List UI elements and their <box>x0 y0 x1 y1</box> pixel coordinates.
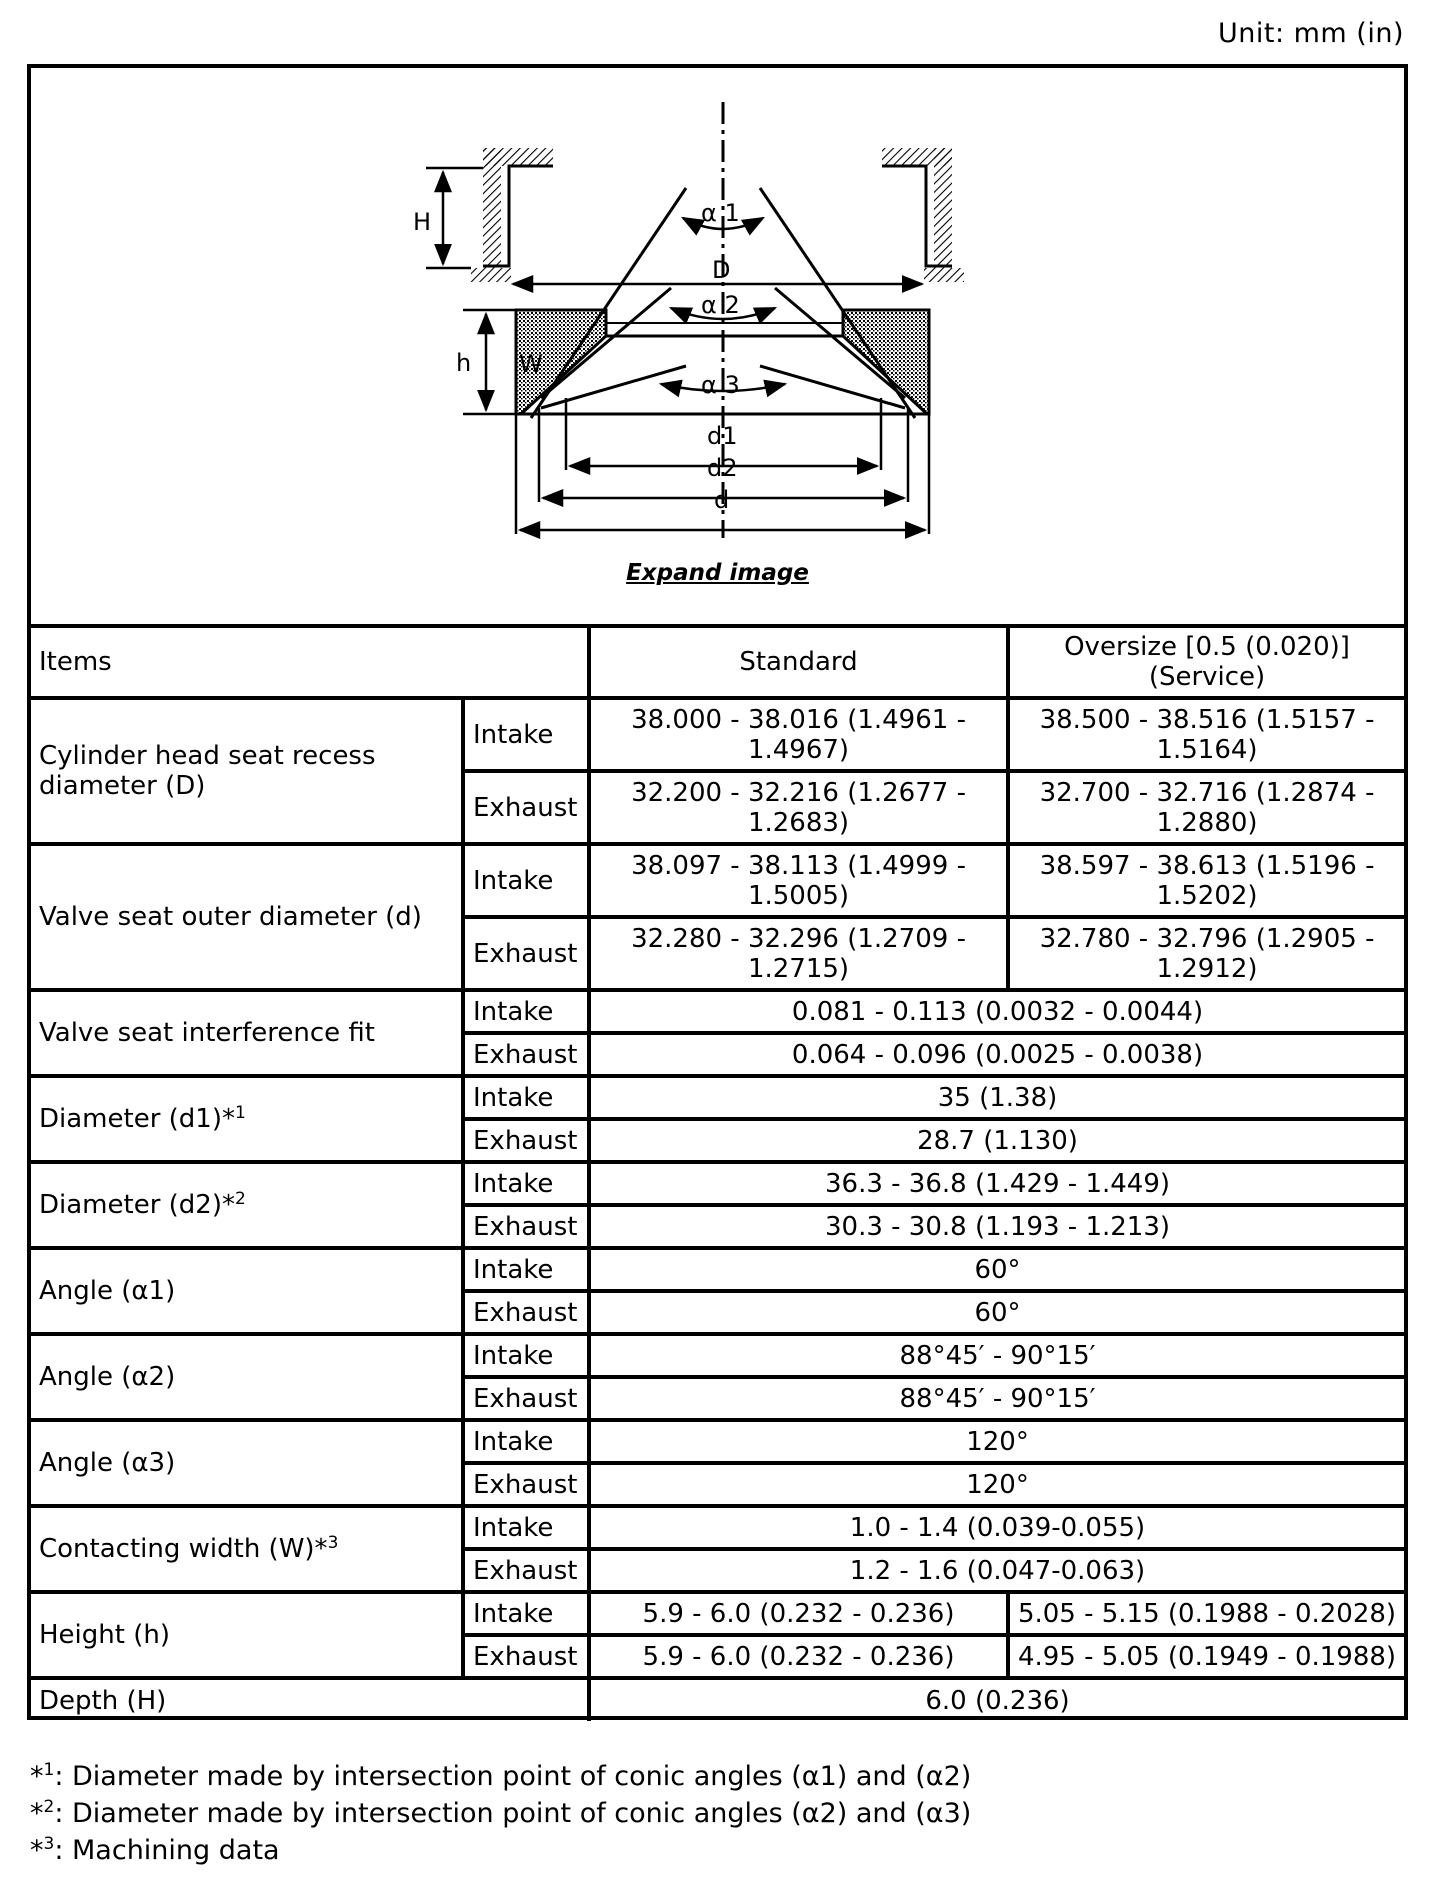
label-alpha1: α 1 <box>701 199 740 227</box>
label-h: h <box>456 349 472 377</box>
header-oversize-line1: Oversize [0.5 (0.020)] <box>1064 632 1350 662</box>
footnote-number: 2 <box>43 1797 55 1817</box>
footnote-star: * <box>30 1761 44 1792</box>
header-standard: Standard <box>589 626 1008 698</box>
label-alpha3: α 3 <box>701 371 740 399</box>
intake-label: Intake <box>463 1420 589 1463</box>
cell-value: 88°45′ - 90°15′ <box>589 1377 1404 1420</box>
table-header-row <box>31 626 1404 698</box>
cell-value: 5.9 - 6.0 (0.232 - 0.236) <box>589 1592 1008 1635</box>
exhaust-label: Exhaust <box>463 1463 589 1506</box>
intake-label: Intake <box>463 1506 589 1549</box>
footnote-1 <box>30 1758 971 1795</box>
intake-label: Intake <box>463 1334 589 1377</box>
dim-H <box>426 168 483 268</box>
cell-value: 0.081 - 0.113 (0.0032 - 0.0044) <box>589 990 1404 1033</box>
exhaust-label: Exhaust <box>463 1033 589 1076</box>
cell-value: 120° <box>589 1463 1404 1506</box>
cell-value: 38.500 - 38.516 (1.5157 - 1.5164) <box>1008 698 1404 771</box>
cell-value: 1.0 - 1.4 (0.039-0.055) <box>589 1506 1404 1549</box>
exhaust-label: Exhaust <box>463 1205 589 1248</box>
row-label-depth: Depth (H) <box>31 1678 589 1721</box>
row-label-a2: Angle (α2) <box>31 1334 463 1420</box>
footnote-text: : Machining data <box>54 1835 280 1866</box>
row-label-a1: Angle (α1) <box>31 1248 463 1334</box>
label-alpha2: α 2 <box>701 291 740 319</box>
cell-value: 38.000 - 38.016 (1.4961 - 1.4967) <box>589 698 1008 771</box>
cell-value: 1.2 - 1.6 (0.047-0.063) <box>589 1549 1404 1592</box>
exhaust-label: Exhaust <box>463 1291 589 1334</box>
footnote-text: : Diameter made by intersection point of conic angles (α1) and (α2) <box>54 1761 972 1792</box>
row-label-vsod: Valve seat outer diameter (d) <box>31 844 463 990</box>
row-label-d2 <box>31 1162 463 1248</box>
intake-label: Intake <box>463 698 589 771</box>
footnote-mark: 2 <box>234 1189 246 1209</box>
row-label-a3: Angle (α3) <box>31 1420 463 1506</box>
cell-value: 0.064 - 0.096 (0.0025 - 0.0038) <box>589 1033 1404 1076</box>
footnote-2 <box>30 1795 971 1832</box>
label-D: D <box>712 256 731 284</box>
footnote-star: * <box>30 1798 44 1829</box>
cell-value: 6.0 (0.236) <box>589 1678 1404 1721</box>
table-row <box>31 1076 1404 1119</box>
footnote-number: 3 <box>43 1834 55 1854</box>
cylinder-head-left <box>471 148 553 282</box>
intake-label: Intake <box>463 1248 589 1291</box>
exhaust-label: Exhaust <box>463 771 589 844</box>
label-d1: d1 <box>707 422 738 450</box>
cell-value: 4.95 - 5.05 (0.1949 - 0.1988) <box>1008 1635 1404 1678</box>
exhaust-label: Exhaust <box>463 1119 589 1162</box>
row-label-d2-text: Diameter (d2)* <box>39 1190 235 1220</box>
table-row <box>31 1334 1404 1377</box>
footnote-mark: 3 <box>327 1533 339 1553</box>
table-row <box>31 990 1404 1033</box>
header-items: Items <box>31 626 589 698</box>
table-row <box>31 1678 1404 1721</box>
row-label-vsif: Valve seat interference fit <box>31 990 463 1076</box>
cell-value: 32.200 - 32.216 (1.2677 - 1.2683) <box>589 771 1008 844</box>
spec-table <box>31 624 1404 1721</box>
cell-value: 5.05 - 5.15 (0.1988 - 0.2028) <box>1008 1592 1404 1635</box>
cell-value: 28.7 (1.130) <box>589 1119 1404 1162</box>
row-label-d1 <box>31 1076 463 1162</box>
unit-label: Unit: mm (in) <box>1217 18 1404 49</box>
cell-value: 38.597 - 38.613 (1.5196 - 1.5202) <box>1008 844 1404 917</box>
intake-label: Intake <box>463 1076 589 1119</box>
intake-label: Intake <box>463 1162 589 1205</box>
footnote-number: 1 <box>43 1760 55 1780</box>
cell-value: 60° <box>589 1248 1404 1291</box>
label-W: W <box>519 350 543 378</box>
cell-value: 88°45′ - 90°15′ <box>589 1334 1404 1377</box>
cell-value: 32.280 - 32.296 (1.2709 - 1.2715) <box>589 917 1008 990</box>
intake-label: Intake <box>463 844 589 917</box>
table-row <box>31 1162 1404 1205</box>
label-d2: d2 <box>707 454 738 482</box>
footnotes <box>30 1758 971 1869</box>
row-label-w-text: Contacting width (W)* <box>39 1534 328 1564</box>
expand-image-link[interactable]: Expand image <box>626 560 809 586</box>
footnote-star: * <box>30 1835 44 1866</box>
cell-value: 60° <box>589 1291 1404 1334</box>
label-d: d <box>714 486 730 514</box>
cell-value: 120° <box>589 1420 1404 1463</box>
valve-seat-illustration <box>31 68 1404 624</box>
header-oversize <box>1008 626 1404 698</box>
table-row <box>31 698 1404 771</box>
table-row <box>31 844 1404 917</box>
row-label-w <box>31 1506 463 1592</box>
footnote-text: : Diameter made by intersection point of conic angles (α2) and (α3) <box>54 1798 972 1829</box>
table-row <box>31 1420 1404 1463</box>
row-label-cyl: Cylinder head seat recess diameter (D) <box>31 698 463 844</box>
table-row <box>31 1506 1404 1549</box>
cell-value: 5.9 - 6.0 (0.232 - 0.236) <box>589 1635 1008 1678</box>
table-row <box>31 1592 1404 1635</box>
intake-label: Intake <box>463 1592 589 1635</box>
cell-value: 38.097 - 38.113 (1.4999 - 1.5005) <box>589 844 1008 917</box>
exhaust-label: Exhaust <box>463 1635 589 1678</box>
label-H: H <box>413 208 432 236</box>
valve-seat-diagram <box>31 68 1404 624</box>
cylinder-head-right <box>882 148 964 282</box>
header-oversize-line2: (Service) <box>1148 662 1266 692</box>
exhaust-label: Exhaust <box>463 1377 589 1420</box>
cell-value: 35 (1.38) <box>589 1076 1404 1119</box>
cell-value: 30.3 - 30.8 (1.193 - 1.213) <box>589 1205 1404 1248</box>
footnote-mark: 1 <box>234 1103 246 1123</box>
exhaust-label: Exhaust <box>463 917 589 990</box>
row-label-d1-text: Diameter (d1)* <box>39 1104 235 1134</box>
intake-label: Intake <box>463 990 589 1033</box>
cell-value: 36.3 - 36.8 (1.429 - 1.449) <box>589 1162 1404 1205</box>
cell-value: 32.700 - 32.716 (1.2874 - 1.2880) <box>1008 771 1404 844</box>
table-row <box>31 1248 1404 1291</box>
cell-value: 32.780 - 32.796 (1.2905 - 1.2912) <box>1008 917 1404 990</box>
footnote-3 <box>30 1832 971 1869</box>
row-label-h: Height (h) <box>31 1592 463 1678</box>
exhaust-label: Exhaust <box>463 1549 589 1592</box>
spec-frame <box>27 64 1408 1720</box>
